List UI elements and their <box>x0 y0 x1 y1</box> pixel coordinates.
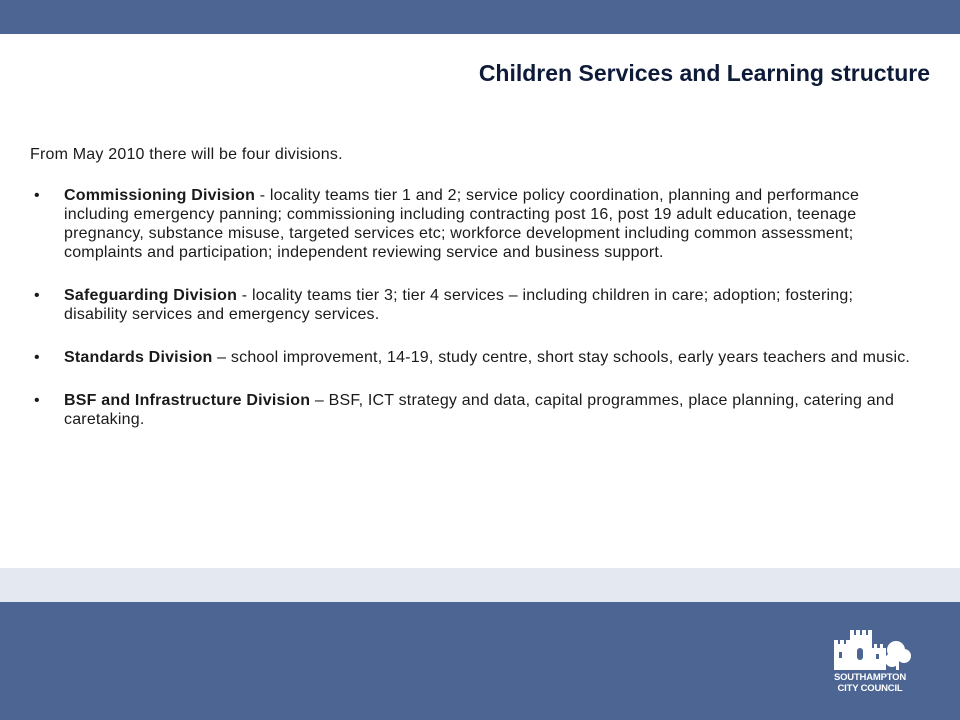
logo-text <box>826 672 914 694</box>
bottom-bar <box>0 602 960 720</box>
list-item <box>30 391 920 429</box>
bullet-icon: • <box>34 287 40 304</box>
bullet-icon: • <box>34 392 40 409</box>
castle-logo-icon <box>826 622 914 710</box>
division-heading: Standards Division <box>64 349 213 366</box>
division-description: - locality teams tier 1 and 2; service policy coordination, planning and performance including emergency panning; commissioning including contracting post 16, post 19 adult education, teenage pregnancy, substance misuse, targeted services etc; workforce development including common assessment; complaints and participation; independent reviewing service and business support. <box>64 187 860 261</box>
slide-title: Children Services and Learning structure <box>478 60 930 86</box>
division-heading: BSF and Infrastructure Division <box>64 392 311 409</box>
division-description: - locality teams tier 3; tier 4 services – including children in care; adoption; fostering; disability services and emergency services. <box>64 287 854 323</box>
list-item <box>30 286 920 324</box>
list-item <box>30 186 920 262</box>
division-heading: Commissioning Division <box>64 187 256 204</box>
list-item <box>30 348 920 367</box>
logo-line-2: CITY COUNCIL <box>837 683 903 694</box>
division-description: – BSF, ICT strategy and data, capital programmes, place planning, catering and caretaking. <box>64 392 895 428</box>
footer-band <box>0 568 960 602</box>
division-description: – school improvement, 14-19, study centre, short stay schools, early years teachers and music. <box>212 349 911 366</box>
logo-line-1: SOUTHAMPTON <box>833 672 907 683</box>
bullet-icon: • <box>34 187 40 204</box>
division-list <box>30 186 920 429</box>
division-heading: Safeguarding Division <box>64 287 238 304</box>
bullet-icon: • <box>34 349 40 366</box>
slide-body <box>30 145 920 453</box>
intro-text: From May 2010 there will be four divisions. <box>30 146 343 163</box>
top-bar <box>0 0 960 34</box>
